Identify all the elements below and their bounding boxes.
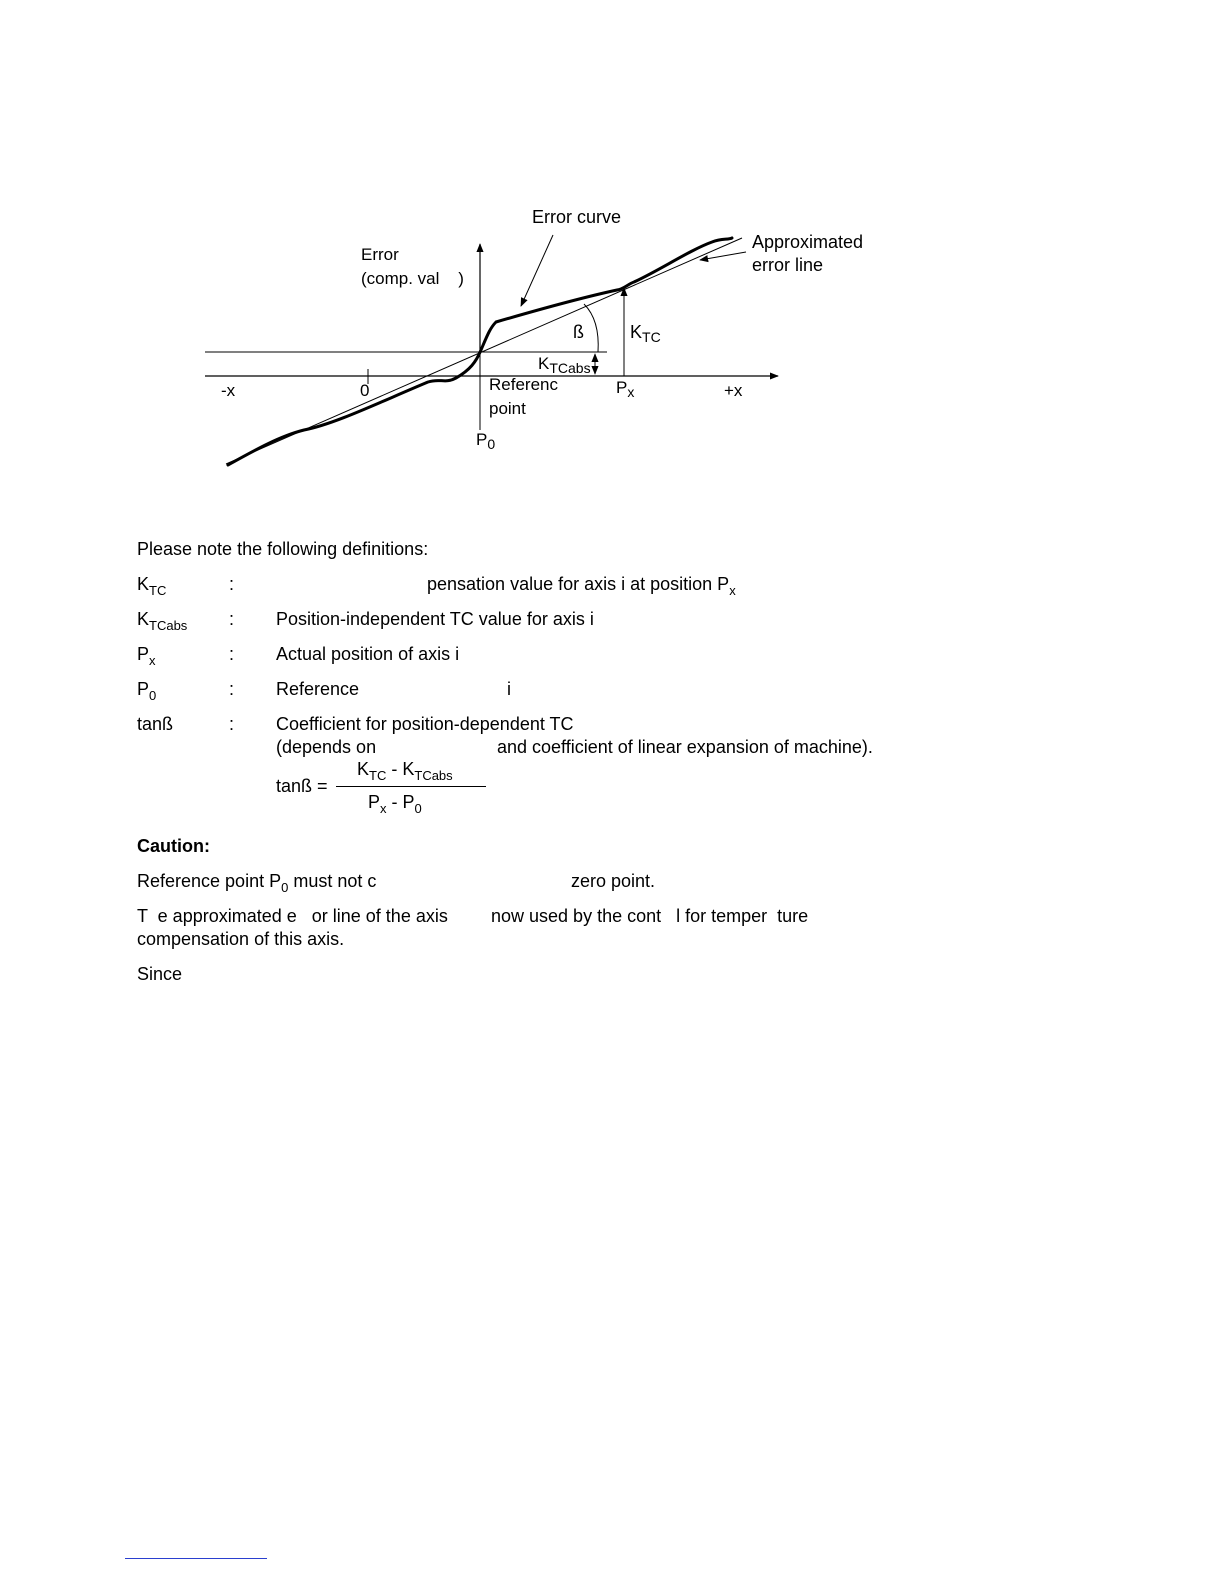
formula-lhs: tanß =	[276, 776, 328, 796]
error-diagram	[0, 0, 1224, 500]
para1-line2: compensation of this axis.	[137, 929, 345, 949]
p0-label	[476, 430, 495, 452]
caution-line	[137, 870, 376, 894]
def-p0-term-sub: 0	[149, 688, 157, 703]
formula-den-mid: - P	[386, 792, 415, 812]
minus-x-label: -x	[221, 381, 236, 400]
def-ktc-colon: :	[229, 574, 235, 594]
def-ktcabs-term	[137, 608, 187, 632]
intro-text: Please note the following definitions:	[137, 539, 429, 559]
def-ktc-term	[137, 573, 166, 597]
caution-b: must not c	[288, 871, 377, 891]
def-ktcabs-desc: Position-independent TC value for axis i	[276, 609, 594, 629]
ktcabs-sub: TCabs	[549, 360, 591, 376]
def-p0-desc-tail: i	[507, 679, 511, 699]
ktc-sub: TC	[642, 329, 661, 345]
def-tanb-desc-line2b: and coefficient of linear expansion of machine).	[497, 737, 873, 757]
def-ktc-desc	[427, 573, 736, 597]
fraction-bar	[336, 786, 486, 787]
p0-main: P	[476, 430, 488, 449]
caution-a: Reference point P	[137, 871, 282, 891]
zero-label: 0	[360, 381, 370, 400]
approx-label-line1: Approximated	[752, 232, 864, 252]
formula-num-a-sub: TC	[369, 768, 387, 783]
def-ktcabs-term-sub: TCabs	[149, 618, 188, 633]
caution-a-sub: 0	[281, 880, 289, 895]
def-px-term-main: P	[137, 644, 150, 664]
caution-heading: Caution:	[137, 836, 210, 856]
def-px-term	[137, 643, 156, 667]
def-tanb-colon: :	[229, 714, 235, 734]
def-ktc-desc-sub: x	[729, 583, 736, 598]
formula-numerator	[357, 758, 453, 782]
def-p0-colon: :	[229, 679, 235, 699]
para1-line1a: T e approximated e or line of the axis	[137, 906, 448, 926]
def-px-desc: Actual position of axis i	[276, 644, 460, 664]
def-tanb-term: tanß	[137, 714, 174, 734]
comp-val-label: (comp. val )	[361, 269, 464, 288]
para1-line1b: now used by the cont l for temper ture	[491, 906, 809, 926]
reference-label-line1: Referenc	[489, 375, 558, 394]
ktc-label	[630, 322, 661, 345]
def-px-colon: :	[229, 644, 235, 664]
formula-denominator	[368, 791, 422, 815]
def-ktc-term-sub: TC	[149, 583, 167, 598]
caution-tail: zero point.	[571, 871, 656, 891]
p0-sub: 0	[487, 436, 496, 452]
formula-num-a: K	[357, 759, 370, 779]
approx-label-line2: error line	[752, 255, 824, 275]
px-main: P	[616, 378, 628, 397]
def-ktc-term-main: K	[137, 574, 150, 594]
plus-x-label: +x	[724, 381, 743, 400]
error-curve-label: Error curve	[532, 207, 622, 227]
def-p0-term	[137, 678, 156, 702]
formula-den-a: P	[368, 792, 381, 812]
def-p0-desc: Reference	[276, 679, 360, 699]
ktcabs-label	[538, 354, 591, 376]
error-curve-leader	[521, 235, 553, 306]
beta-label: ß	[573, 322, 584, 342]
error-label: Error	[361, 245, 399, 264]
def-px-term-sub: x	[149, 653, 156, 668]
def-ktcabs-term-main: K	[137, 609, 150, 629]
footer-rule	[125, 1558, 267, 1559]
px-sub: x	[627, 384, 635, 400]
def-tanb-desc: Coefficient for position-dependent TC	[276, 714, 574, 734]
def-p0-term-main: P	[137, 679, 150, 699]
def-tanb-desc-line2a: (depends on	[276, 737, 377, 757]
px-label	[616, 378, 634, 400]
def-ktcabs-colon: :	[229, 609, 235, 629]
ktc-main: K	[630, 322, 643, 342]
since-text: Since	[137, 964, 183, 984]
beta-arc	[584, 304, 598, 352]
def-ktc-desc-main: pensation value for axis i at position P	[427, 574, 730, 594]
formula-den-a-sub: x	[380, 801, 387, 816]
formula-num-b-sub: TCabs	[414, 768, 453, 783]
reference-label-line2: point	[489, 399, 526, 418]
formula-den-b-sub: 0	[414, 801, 422, 816]
ktcabs-main: K	[538, 354, 550, 373]
formula-num-mid: - K	[386, 759, 415, 779]
